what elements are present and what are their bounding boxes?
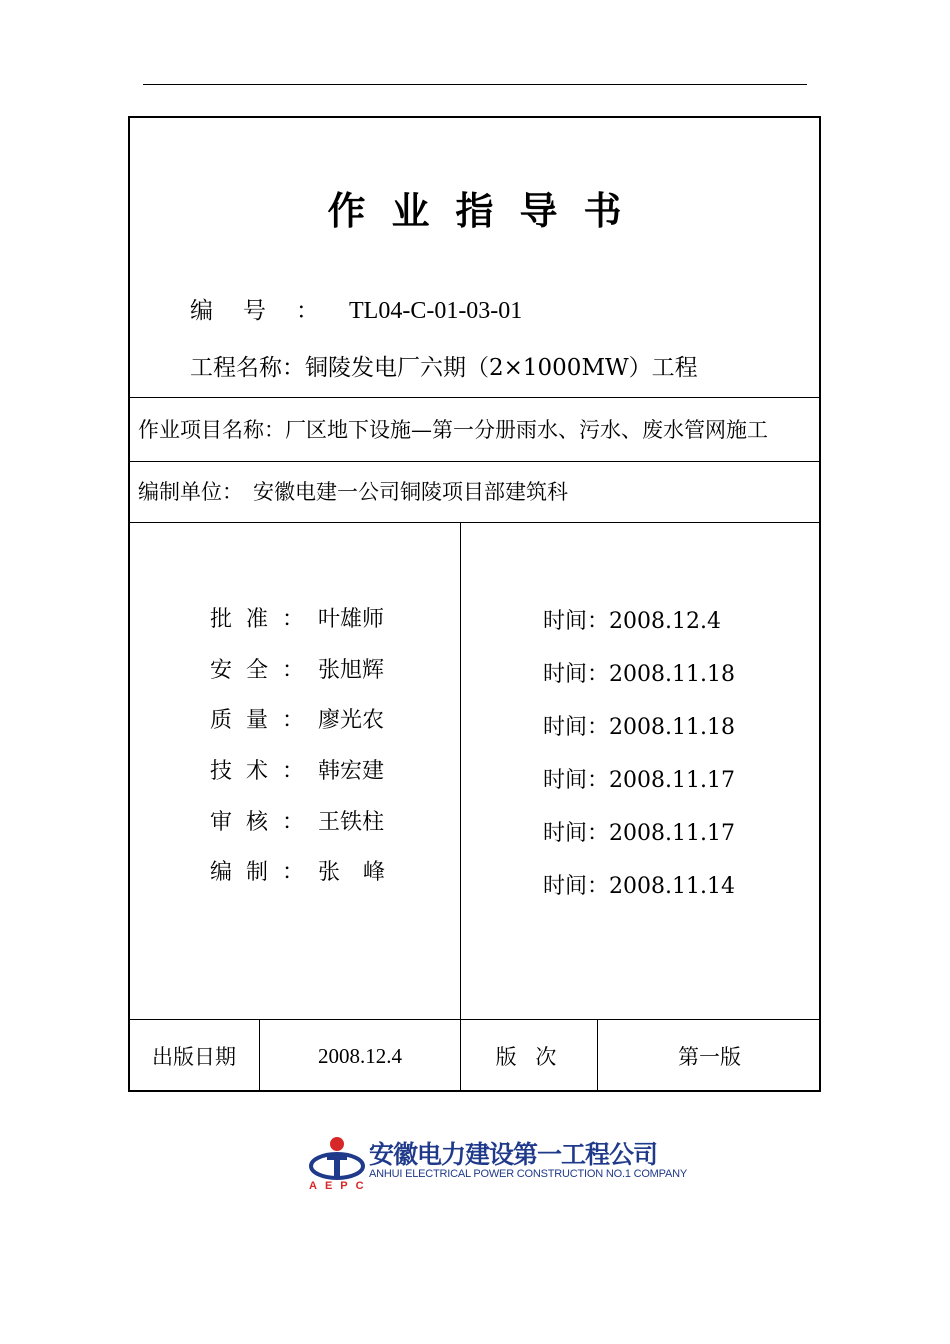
- signature-name: 张 峰: [318, 860, 394, 885]
- signature-name: 廖光农: [318, 708, 385, 733]
- time-label: 时间：: [543, 662, 610, 687]
- signature-column-divider: [460, 522, 461, 1092]
- divider-1: [128, 397, 821, 398]
- signature-row: [210, 703, 384, 734]
- signature-label: 编制：: [210, 860, 319, 885]
- signature-row: [210, 855, 393, 886]
- time-value: 2008.11.18: [609, 662, 735, 687]
- signature-time: [543, 710, 735, 741]
- signature-time: [543, 816, 735, 847]
- project-name-value: 铜陵发电厂六期（2×1000MW）工程: [305, 355, 698, 381]
- project-name-label: 工程名称：: [190, 355, 305, 381]
- company-name-en: ANHUI ELECTRICAL POWER CONSTRUCTION NO.1 COMPANY: [369, 1168, 687, 1180]
- doc-number-value: TL04-C-01-03-01: [349, 298, 523, 324]
- time-value: 2008.11.14: [609, 874, 735, 899]
- time-label: 时间：: [543, 874, 610, 899]
- time-label: 时间：: [543, 609, 610, 634]
- signature-label: 质量：: [210, 708, 319, 733]
- company-logo: [307, 1135, 687, 1195]
- doc-number-label: 编号：: [190, 298, 349, 324]
- company-abbreviation: AEPC: [309, 1180, 372, 1192]
- signature-label: 安全：: [210, 658, 319, 683]
- signature-row: [210, 754, 384, 785]
- header-rule: [143, 84, 807, 85]
- signature-label: 审核：: [210, 810, 319, 835]
- time-label: 时间：: [543, 821, 610, 846]
- time-label: 时间：: [543, 715, 610, 740]
- doc-number: [190, 292, 522, 325]
- signature-name: 韩宏建: [318, 759, 385, 784]
- divider-2: [128, 461, 821, 462]
- signature-time: [543, 604, 721, 635]
- time-value: 2008.11.17: [609, 768, 735, 793]
- signature-name: 王铁柱: [318, 810, 385, 835]
- prepared-unit: [138, 476, 568, 506]
- signature-time: [543, 869, 735, 900]
- version-label: 版 次: [495, 1045, 563, 1069]
- company-name-cn: 安徽电力建设第一工程公司: [369, 1140, 658, 1169]
- time-value: 2008.11.18: [609, 715, 735, 740]
- divider-3: [128, 522, 821, 523]
- signature-time: [543, 763, 735, 794]
- signature-name: 张旭辉: [318, 658, 385, 683]
- time-value: 2008.11.17: [609, 821, 735, 846]
- time-value: 2008.12.4: [609, 609, 721, 634]
- time-label: 时间：: [543, 768, 610, 793]
- project-name: [190, 349, 698, 382]
- signature-name: 叶雄师: [318, 607, 385, 632]
- publish-date-label: 出版日期: [152, 1045, 236, 1069]
- company-emblem-icon: [307, 1135, 367, 1185]
- work-item-value: 厂区地下设施—第一分册雨水、污水、废水管网施工: [285, 418, 768, 442]
- signature-row: [210, 653, 384, 684]
- prepared-unit-value: 安徽电建一公司铜陵项目部建筑科: [253, 480, 568, 504]
- prepared-unit-label: 编制单位：: [138, 480, 243, 504]
- signature-row: [210, 805, 384, 836]
- publish-date-value: 2008.12.4: [318, 1043, 402, 1068]
- signature-label: 技术：: [210, 759, 319, 784]
- work-item: [138, 414, 768, 444]
- signature-time: [543, 657, 735, 688]
- version-value: 第一版: [678, 1045, 741, 1069]
- document-title: 作业指导书: [327, 189, 648, 233]
- signature-label: 批准：: [210, 607, 319, 632]
- signature-row: [210, 602, 384, 633]
- work-item-label: 作业项目名称：: [138, 418, 285, 442]
